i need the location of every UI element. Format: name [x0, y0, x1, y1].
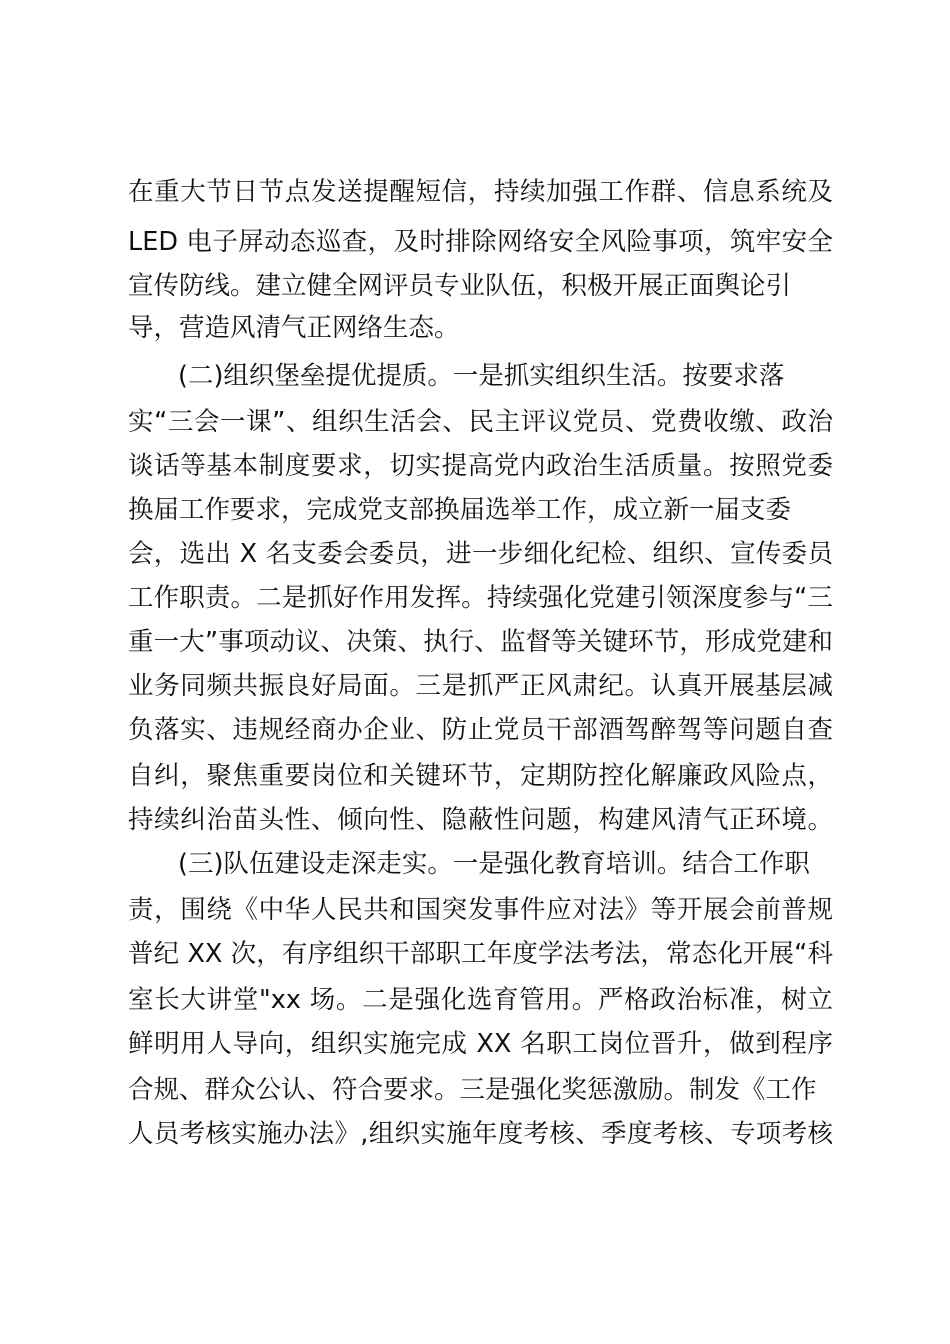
text-line: 谈话等基本制度要求，切实提高党内政治生活质量。按照党委 [128, 451, 833, 481]
text-line: 实“三会一课”、组织生活会、民主评议党员、党费收缴、政治 [128, 407, 833, 437]
section-heading-line: (二)组织堡垒提优提质。一是抓实组织生活。按要求落 [178, 361, 785, 391]
section-heading-line: (三)队伍建设走深走实。一是强化教育培训。结合工作职 [178, 849, 810, 879]
text-line: 责，围绕《中华人民共和国突发事件应对法》等开展会前普规 [128, 895, 833, 925]
text-line: 鲜明用人导向，组织实施完成 XX 名职工岗位晋升，做到程序 [128, 1029, 833, 1059]
text-line: 合规、群众公认、符合要求。三是强化奖惩激励。制发《工作 [128, 1075, 817, 1105]
text-line: 人员考核实施办法》,组织实施年度考核、季度考核、专项考核 [128, 1119, 833, 1149]
text-line: 导，营造风清气正网络生态。 [128, 313, 460, 343]
text-line: 在重大节日节点发送提醒短信，持续加强工作群、信息系统及 [128, 177, 833, 207]
text-line: 会，选出 X 名支委会委员，进一步细化纪检、组织、宣传委员 [128, 539, 833, 569]
text-line: 室长大讲堂"xx 场。二是强化选育管用。严格政治标准，树立 [128, 985, 833, 1015]
text-line: 持续纠治苗头性、倾向性、隐蔽性问题，构建风清气正环境。 [128, 805, 833, 835]
text-line: 负落实、违规经商办企业、防止党员干部酒驾醉驾等问题自查 [128, 715, 833, 745]
text-line: 重一大”事项动议、决策、执行、监督等关键环节，形成党建和 [128, 627, 833, 657]
text-line: LED 电子屏动态巡查，及时排除网络安全风险事项，筑牢安全 [128, 227, 833, 257]
text-line: 宣传防线。建立健全网评员专业队伍，积极开展正面舆论引 [128, 271, 792, 301]
text-line: 普纪 XX 次，有序组织干部职工年度学法考法，常态化开展“科 [128, 939, 833, 969]
text-line: 工作职责。二是抓好作用发挥。持续强化党建引领深度参与“三 [128, 583, 833, 613]
text-line: 换届工作要求，完成党支部换届选举工作，成立新一届支委 [128, 495, 792, 525]
text-line: 业务同频共振良好局面。三是抓严正风肃纪。认真开展基层减 [128, 671, 833, 701]
text-line: 自纠，聚焦重要岗位和关键环节，定期防控化解廉政风险点， [128, 761, 833, 791]
